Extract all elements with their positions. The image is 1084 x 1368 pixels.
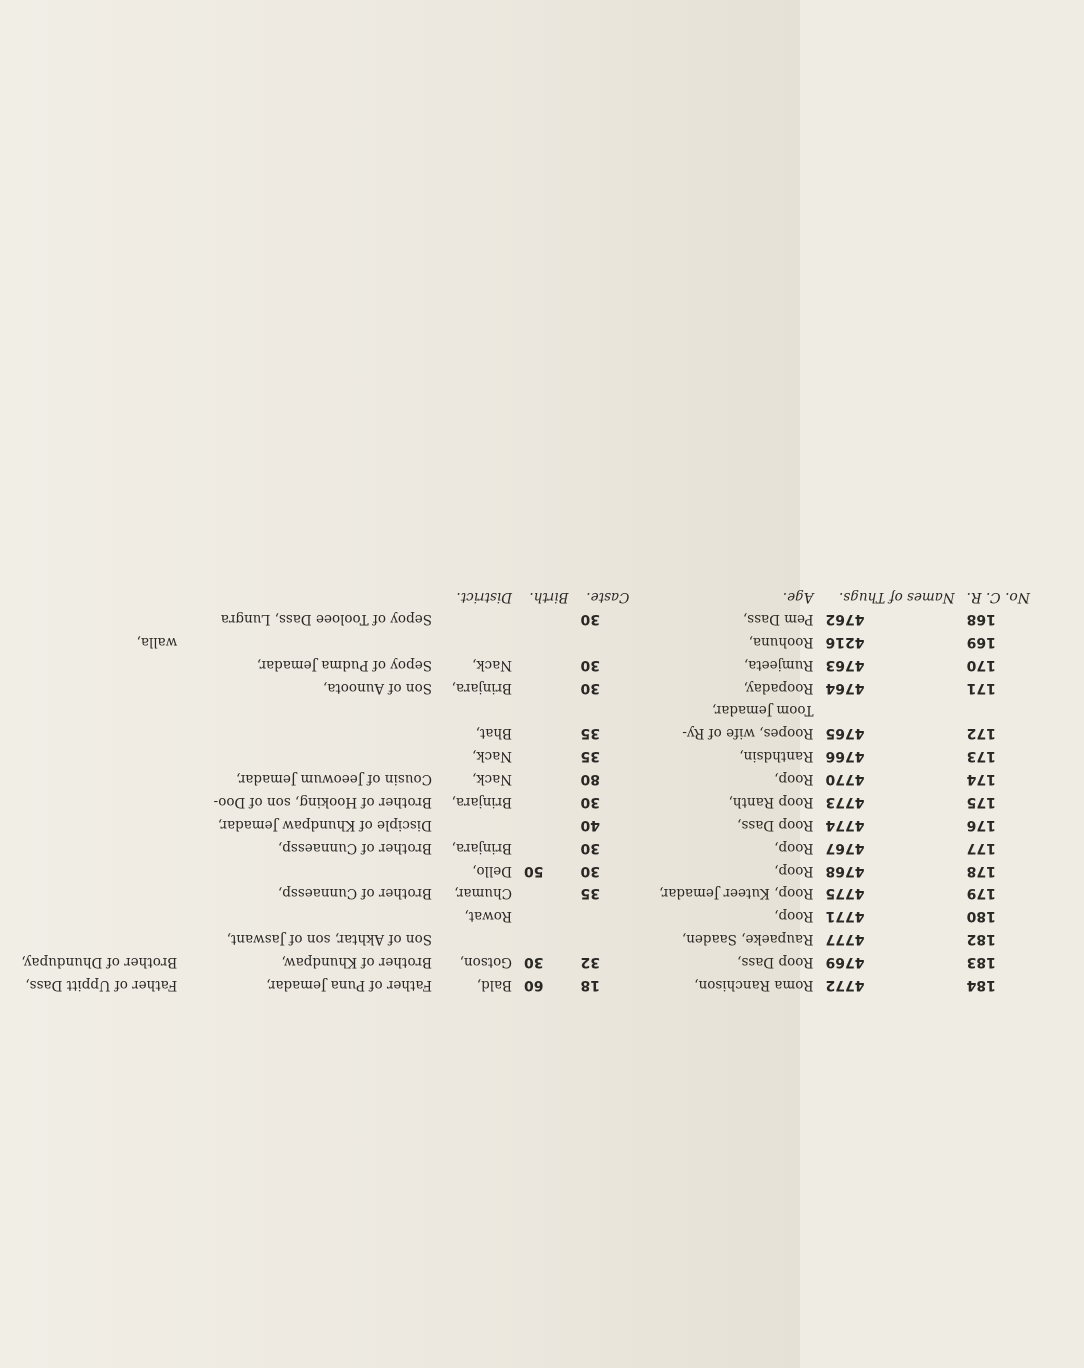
rotated-content (0, 284, 1084, 1084)
number-cell: 172 (966, 725, 996, 742)
relation-cell (0, 608, 183, 631)
caste-cell (438, 927, 518, 950)
number-cell (518, 813, 575, 836)
name-cell: Roop Dass, (737, 816, 814, 833)
number-cell: 4775 (825, 885, 865, 902)
number-cell: 4772 (825, 977, 865, 993)
relation-cell (183, 744, 438, 767)
table-row (0, 608, 1044, 631)
name-cell: Toom Jemadar, (712, 702, 814, 719)
table-row (0, 859, 1044, 882)
name-cell: Roop, (774, 908, 814, 925)
age-cell: 35 (580, 748, 601, 765)
age-cell: 30 (580, 611, 601, 628)
number-cell: 178 (966, 862, 996, 879)
number-cell: 175 (966, 793, 996, 810)
relation-cell (0, 767, 183, 790)
relation-cell: Father of Uppitt Dass, (25, 977, 178, 993)
age-cell: 18 (580, 977, 601, 993)
relation-cell (183, 699, 438, 721)
header-cell: Age. (782, 588, 814, 605)
number-cell: 184 (966, 977, 996, 993)
header-cell: Names of Thugs. (839, 588, 955, 605)
number-cell (820, 699, 961, 721)
table-row (0, 973, 1044, 996)
age-cell: 30 (580, 862, 601, 879)
caste-cell: Bhat, (475, 725, 513, 742)
caste-cell: Dello, (472, 862, 513, 879)
table-row (0, 653, 1044, 676)
caste-cell: Chumar, (454, 885, 513, 902)
name-cell: Roop Dass, (737, 954, 814, 971)
relation-cell (183, 630, 438, 653)
age-cell: 30 (580, 793, 601, 810)
thug-register-table (0, 585, 1044, 996)
number-cell: 50 (524, 862, 544, 879)
table-row (0, 699, 1044, 721)
table-row (0, 882, 1044, 905)
relation-cell: Brother of Cunnaessp, (277, 885, 432, 902)
age-cell: 32 (580, 954, 601, 971)
number-cell: 168 (966, 611, 996, 628)
number-cell: 177 (966, 839, 996, 856)
caste-cell: Nack, (472, 748, 513, 765)
header-cell: District. (456, 588, 513, 605)
name-cell: Roohuna, (748, 634, 814, 651)
table-row (0, 904, 1044, 927)
caste-cell (438, 699, 518, 721)
number-cell: 4763 (825, 657, 865, 674)
caste-cell: Rowat, (464, 908, 513, 925)
name-cell: Ranthdsin, (739, 748, 814, 765)
relation-cell (183, 721, 438, 744)
table-row (0, 813, 1044, 836)
relation-cell (0, 927, 183, 950)
caste-cell: Nack, (472, 770, 513, 787)
name-cell: Roop, (774, 770, 814, 787)
name-cell: Roma Ranchison, (694, 977, 814, 993)
relation-cell: Son of Akhtar, son of Jaswant, (226, 931, 432, 948)
relation-cell (0, 744, 183, 767)
number-cell: 183 (966, 954, 996, 971)
name-cell: Roop, (774, 862, 814, 879)
table-row (0, 767, 1044, 790)
relation-cell (0, 653, 183, 676)
relation-cell: Son of Aunoota, (323, 680, 432, 697)
number-cell (518, 882, 575, 905)
name-cell: Roop Ranth, (728, 793, 814, 810)
relation-cell (183, 859, 438, 882)
age-cell: 35 (580, 725, 601, 742)
age-cell (575, 630, 636, 653)
number-cell (518, 836, 575, 859)
relation-cell: Disciple of Khundpaw Jemadar, (217, 816, 432, 833)
name-cell: Roopes, wife of Ry- (682, 725, 814, 742)
relation-cell (0, 882, 183, 905)
relation-cell: Sepoy of Tooloee Dass, Lungra (220, 611, 432, 628)
number-cell: 4762 (825, 611, 865, 628)
table-footer-row (0, 585, 1044, 608)
table-row (0, 744, 1044, 767)
relation-cell (0, 699, 183, 721)
number-cell: 180 (966, 908, 996, 925)
header-cell: No. C. R. (966, 588, 1031, 605)
relation-cell: Father of Puna Jemadar, (266, 977, 432, 993)
relation-cell (0, 813, 183, 836)
number-cell (518, 653, 575, 676)
caste-cell: Brinjara, (451, 680, 513, 697)
age-cell (575, 904, 636, 927)
caste-cell: Nack, (472, 657, 513, 674)
number-cell: 60 (524, 977, 544, 993)
relation-cell (0, 904, 183, 927)
relation-cell (183, 904, 438, 927)
caste-cell: Brinjara, (451, 839, 513, 856)
number-cell: 4773 (825, 793, 865, 810)
age-cell: 30 (580, 839, 601, 856)
age-cell (575, 699, 636, 721)
name-cell: Roop, (774, 839, 814, 856)
name-cell: Raupaeke, Saaden, (681, 931, 814, 948)
number-cell: 4767 (825, 839, 865, 856)
age-cell: 35 (580, 885, 601, 902)
table-row (0, 721, 1044, 744)
number-cell: 174 (966, 770, 996, 787)
name-cell: Pem Dass, (742, 611, 814, 628)
relation-cell (0, 836, 183, 859)
number-cell: 169 (966, 634, 996, 651)
number-cell: 171 (966, 680, 996, 697)
caste-cell (438, 630, 518, 653)
table-row (0, 950, 1044, 973)
number-cell: 4774 (825, 816, 865, 833)
caste-cell: Gotson, (459, 954, 513, 971)
caste-cell (438, 813, 518, 836)
age-cell (575, 927, 636, 950)
relation-cell: walla, (136, 634, 178, 651)
number-cell: 4764 (825, 680, 865, 697)
table-row (0, 676, 1044, 699)
number-cell: 4766 (825, 748, 865, 765)
number-cell: 4216 (825, 634, 865, 651)
table-row (0, 630, 1044, 653)
name-cell: Rumjeeta, (743, 657, 814, 674)
age-cell: 80 (580, 770, 601, 787)
number-cell: 4768 (825, 862, 865, 879)
age-cell: 30 (580, 657, 601, 674)
number-cell (518, 744, 575, 767)
relation-cell (0, 721, 183, 744)
age-cell: 30 (580, 680, 601, 697)
table-row (0, 836, 1044, 859)
number-cell (518, 630, 575, 653)
table-row (0, 790, 1044, 813)
relation-cell: Brother of Khundpaw, (281, 954, 432, 971)
number-cell: 182 (966, 931, 996, 948)
relation-cell: Cousin of Jeeowum Jemadar, (236, 770, 432, 787)
caste-cell (438, 608, 518, 631)
relation-cell (0, 676, 183, 699)
number-cell (518, 699, 575, 721)
number-cell: 4769 (825, 954, 865, 971)
age-cell: 40 (580, 816, 601, 833)
number-cell: 170 (966, 657, 996, 674)
number-cell: 4765 (825, 725, 865, 742)
relation-cell: Sepoy of Pudma Jemadar, (256, 657, 432, 674)
header-cell: Birth. (529, 588, 569, 605)
number-cell (518, 767, 575, 790)
relation-cell: Brother of Cunnaessp, (277, 839, 432, 856)
number-cell: 176 (966, 816, 996, 833)
number-cell (518, 721, 575, 744)
number-cell: 4777 (825, 931, 865, 948)
table-row (0, 927, 1044, 950)
number-cell (518, 904, 575, 927)
number-cell (518, 790, 575, 813)
number-cell: 4770 (825, 770, 865, 787)
number-cell: 173 (966, 748, 996, 765)
number-cell (518, 927, 575, 950)
relation-cell (0, 859, 183, 882)
caste-cell: Brinjara, (451, 793, 513, 810)
number-cell: 4771 (825, 908, 865, 925)
relation-cell: Brother of Hooking, son of Doo- (213, 793, 432, 810)
number-cell: 30 (524, 954, 544, 971)
number-cell (518, 676, 575, 699)
relation-cell: Brother of Dhundupay, (21, 954, 178, 971)
number-cell: 179 (966, 885, 996, 902)
relation-cell (0, 790, 183, 813)
number-cell (518, 608, 575, 631)
caste-cell: Bald, (476, 977, 513, 993)
header-cell: Caste. (586, 588, 630, 605)
name-cell: Roopaday, (743, 680, 814, 697)
number-cell (961, 699, 1044, 721)
name-cell: Roop, Kuteer Jemadar, (659, 885, 814, 902)
